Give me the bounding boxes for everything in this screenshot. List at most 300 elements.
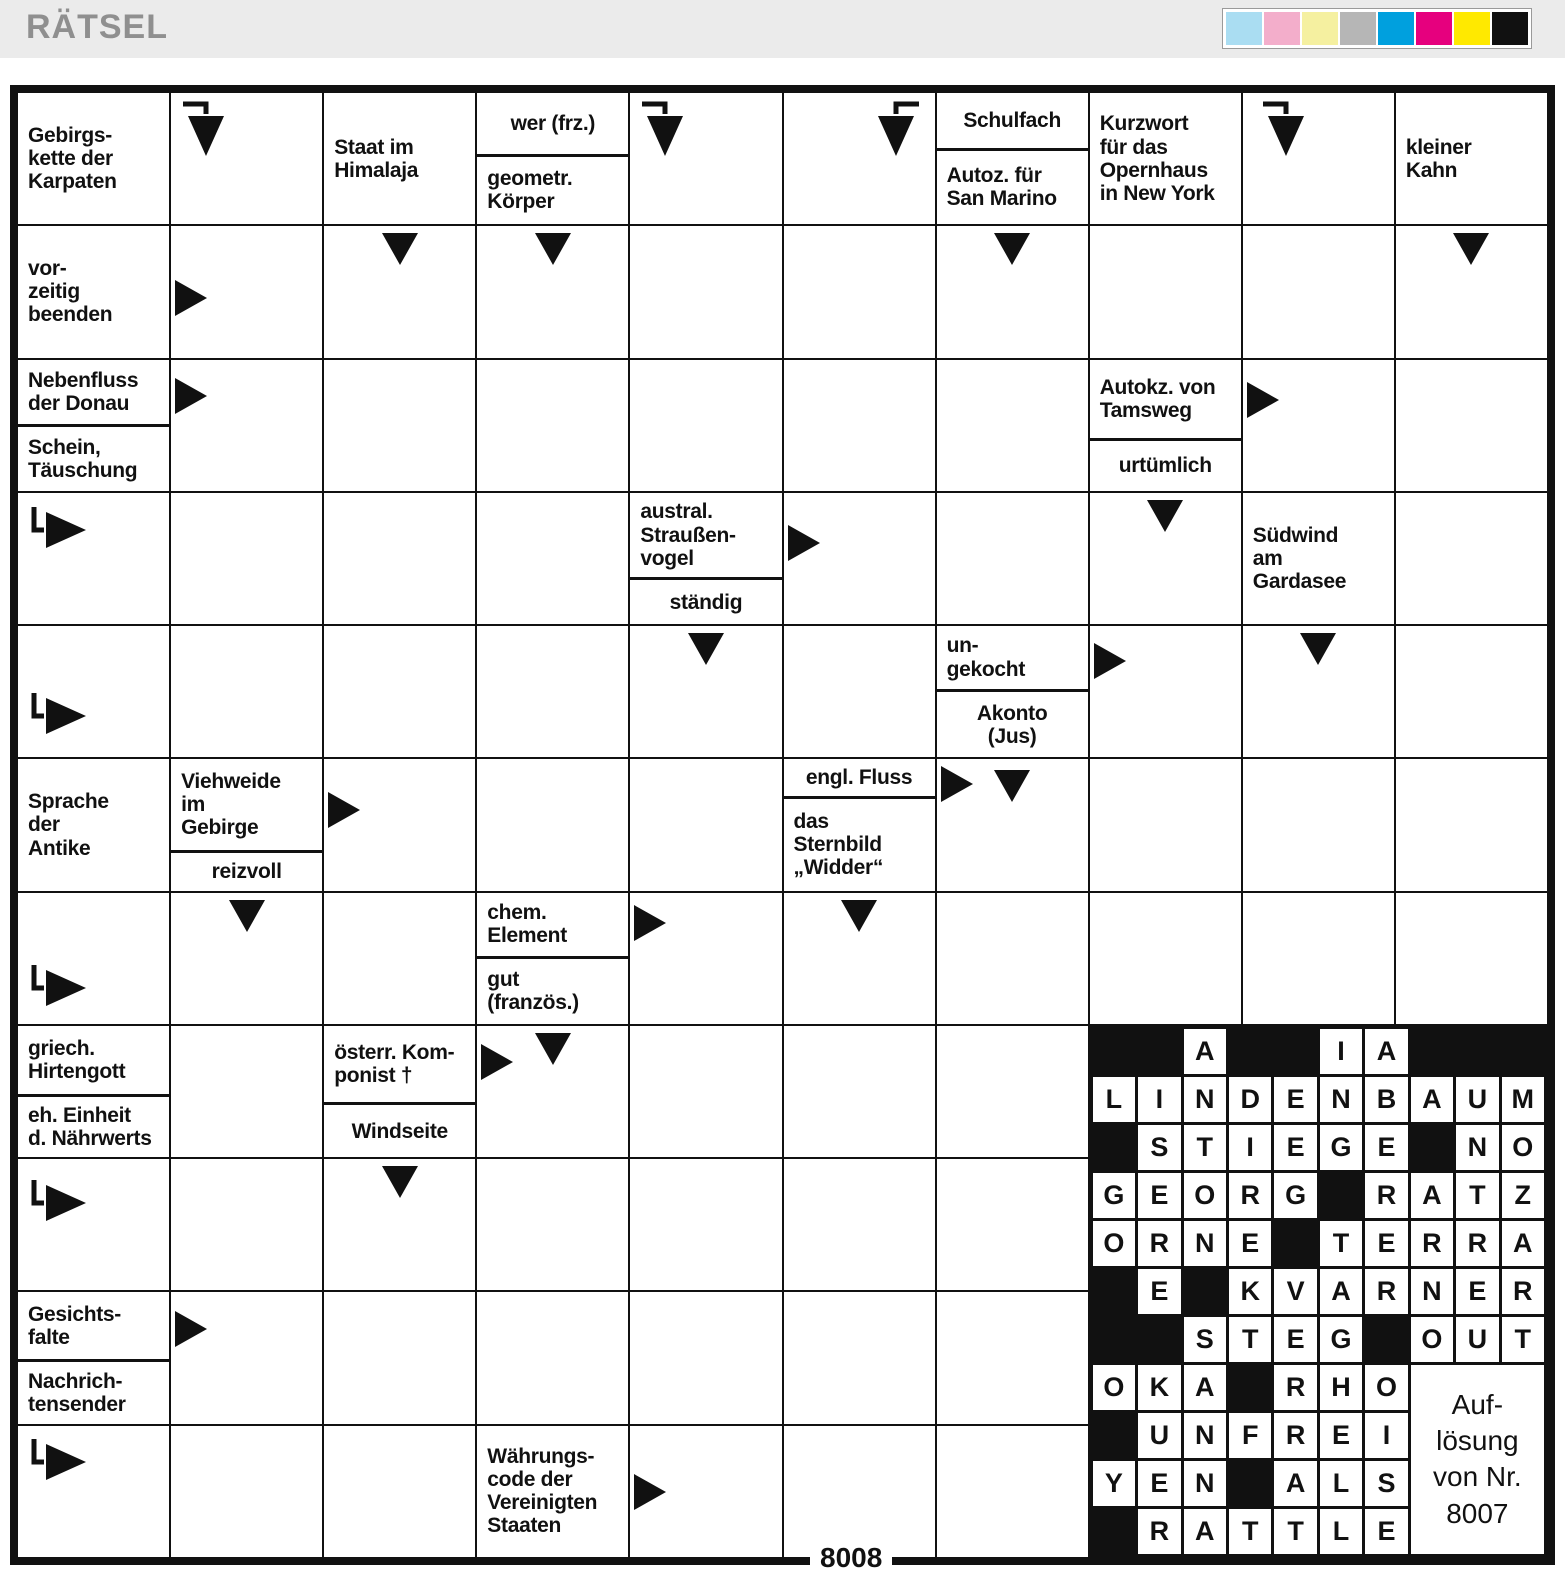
solution-black-cell — [1502, 1029, 1544, 1074]
clue-text-line: wer (frz.) — [510, 111, 596, 135]
clue-text-line: griech. — [28, 1036, 95, 1060]
solution-letter-cell: R — [1456, 1221, 1498, 1266]
solution-letter-cell: G — [1320, 1317, 1362, 1362]
clue-text-line: Südwind — [1252, 523, 1339, 547]
answer-cell[interactable] — [1396, 893, 1547, 1024]
clue-text-line: am — [1252, 546, 1283, 570]
solution-letter-cell: G — [1274, 1173, 1316, 1218]
clue-cell — [937, 93, 1088, 224]
solution-letter-cell: U — [1138, 1413, 1180, 1458]
answer-cell[interactable] — [784, 893, 935, 1024]
solution-note — [1411, 1365, 1544, 1554]
answer-cell[interactable] — [171, 93, 322, 224]
solution-letter-cell: A — [1184, 1365, 1226, 1410]
answer-cell[interactable] — [784, 1026, 935, 1157]
clue-text-line: österr. Kom- — [334, 1040, 455, 1064]
clue-text-line: Nebenfluss — [28, 368, 139, 392]
arrow-corner-down-icon — [179, 98, 227, 160]
answer-cell[interactable] — [1090, 226, 1241, 357]
answer-cell[interactable] — [324, 493, 475, 624]
solution-letter-cell: I — [1365, 1413, 1407, 1458]
solution-letter-cell: N — [1456, 1125, 1498, 1170]
solution-letter-cell: N — [1411, 1269, 1453, 1314]
answer-cell[interactable] — [1396, 626, 1547, 757]
solution-letter-cell: F — [1229, 1413, 1271, 1458]
color-swatch — [1264, 12, 1300, 45]
answer-cell[interactable] — [937, 759, 1088, 890]
solution-letter-cell: O — [1365, 1365, 1407, 1410]
answer-cell[interactable] — [784, 226, 935, 357]
solution-black-cell — [1093, 1413, 1135, 1458]
solution-letter-cell: R — [1411, 1221, 1453, 1266]
arrow-right-icon — [1093, 642, 1127, 680]
arrow-down-icon — [534, 232, 572, 266]
clue-text-line: das — [793, 810, 829, 834]
solution-letter-cell: E — [1365, 1509, 1407, 1554]
arrow-corner-down-icon — [1259, 98, 1307, 160]
clue-text-line: d. Nährwerts — [28, 1126, 152, 1150]
solution-letter-cell: R — [1502, 1269, 1544, 1314]
clue-text-line: Autokz. von — [1099, 375, 1216, 399]
clue-text-line: Element — [487, 924, 567, 948]
answer-cell[interactable] — [324, 626, 475, 757]
answer-cell[interactable] — [324, 759, 475, 890]
color-swatch — [1378, 12, 1414, 45]
arrow-down-icon — [993, 232, 1031, 266]
solution-black-cell — [1093, 1125, 1135, 1170]
arrow-right-icon — [633, 904, 667, 942]
clue-text-line: Kurzwort — [1099, 112, 1189, 136]
answer-cell[interactable] — [937, 1426, 1088, 1557]
solution-black-cell — [1456, 1029, 1498, 1074]
solution-letter-cell: A — [1184, 1029, 1226, 1074]
clue-text-line: urtümlich — [1118, 454, 1212, 478]
solution-letter-cell: E — [1138, 1173, 1180, 1218]
clue-text-line: vogel — [640, 546, 694, 570]
solution-letter-cell: N — [1184, 1221, 1226, 1266]
color-swatch — [1302, 12, 1338, 45]
arrow-corner-right-icon — [28, 961, 90, 1009]
clue-text-line: ständig — [669, 590, 743, 614]
clue-cell — [18, 759, 169, 890]
solution-letter-cell: O — [1411, 1317, 1453, 1362]
clue-text-line: kette der — [28, 147, 113, 171]
answer-cell[interactable] — [171, 226, 322, 357]
answer-cell[interactable] — [477, 1026, 628, 1157]
clue-cell — [477, 1426, 628, 1557]
answer-cell[interactable] — [324, 1426, 475, 1557]
clue-cell — [1396, 93, 1547, 224]
solution-black-cell — [1365, 1317, 1407, 1362]
clue-text-line: Straußen- — [640, 523, 736, 547]
answer-cell[interactable] — [937, 1292, 1088, 1423]
answer-cell[interactable] — [630, 893, 781, 1024]
solution-letter-cell: H — [1320, 1365, 1362, 1410]
solution-letter-cell: T — [1456, 1173, 1498, 1218]
arrow-down-icon — [687, 632, 725, 666]
solution-letter-cell: G — [1320, 1125, 1362, 1170]
solution-letter-cell: L — [1320, 1509, 1362, 1554]
answer-cell[interactable] — [1396, 226, 1547, 357]
answer-cell[interactable] — [1243, 626, 1394, 757]
answer-cell[interactable] — [477, 360, 628, 491]
solution-black-cell — [1274, 1221, 1316, 1266]
solution-letter-cell: S — [1184, 1317, 1226, 1362]
clue-text-line: „Widder“ — [793, 856, 884, 880]
solution-grid — [1090, 1026, 1547, 1557]
solution-letter-cell: A — [1320, 1269, 1362, 1314]
solution-letter-cell: E — [1229, 1221, 1271, 1266]
solution-letter-cell: D — [1229, 1077, 1271, 1122]
answer-cell[interactable] — [784, 93, 935, 224]
solution-letter-cell: E — [1138, 1269, 1180, 1314]
answer-cell[interactable] — [784, 626, 935, 757]
clue-text-line: un- — [946, 634, 979, 658]
solution-letter-cell: Z — [1502, 1173, 1544, 1218]
solution-letter-cell: L — [1093, 1077, 1135, 1122]
solution-letter-cell: A — [1274, 1461, 1316, 1506]
solution-letter-cell: R — [1138, 1221, 1180, 1266]
color-swatch — [1226, 12, 1262, 45]
answer-cell[interactable] — [937, 1026, 1088, 1157]
clue-text-line: Viehweide — [181, 770, 281, 794]
clue-text-line: Schein, — [28, 435, 101, 459]
answer-cell[interactable] — [630, 360, 781, 491]
solution-letter-cell: N — [1184, 1461, 1226, 1506]
solution-letter-cell: K — [1229, 1269, 1271, 1314]
answer-cell[interactable] — [937, 893, 1088, 1024]
clue-cell — [937, 626, 1088, 757]
arrow-down-icon — [228, 899, 266, 933]
clue-text-line: falte — [28, 1325, 70, 1349]
clue-cell — [18, 360, 169, 491]
clue-cell — [1090, 360, 1241, 491]
solution-note-line: 8007 — [1446, 1497, 1509, 1529]
answer-cell[interactable] — [18, 893, 169, 1024]
solution-black-cell — [1184, 1269, 1226, 1314]
answer-cell[interactable] — [171, 493, 322, 624]
answer-cell[interactable] — [1243, 93, 1394, 224]
arrow-down-icon — [534, 1032, 572, 1066]
answer-cell[interactable] — [630, 1026, 781, 1157]
solution-letter-cell: T — [1274, 1509, 1316, 1554]
color-calibration-strip — [1222, 8, 1532, 49]
answer-cell[interactable] — [630, 1426, 781, 1557]
clue-text-line: Karpaten — [28, 170, 117, 194]
clue-text-line: San Marino — [946, 187, 1057, 211]
solution-note-line: Auf- — [1451, 1388, 1504, 1420]
arrow-right-icon — [174, 377, 208, 415]
answer-cell[interactable] — [1243, 759, 1394, 890]
solution-letter-cell: S — [1138, 1125, 1180, 1170]
clue-text-line: Staaten — [487, 1514, 562, 1538]
answer-cell[interactable] — [937, 493, 1088, 624]
clue-cell — [1090, 93, 1241, 224]
solution-letter-cell: A — [1411, 1173, 1453, 1218]
solution-letter-cell: A — [1365, 1029, 1407, 1074]
page-header — [0, 0, 1565, 58]
answer-cell[interactable] — [477, 759, 628, 890]
clue-cell — [324, 1026, 475, 1157]
answer-cell[interactable] — [324, 893, 475, 1024]
answer-cell[interactable] — [630, 1292, 781, 1423]
solution-letter-cell: T — [1502, 1317, 1544, 1362]
solution-letter-cell: B — [1365, 1077, 1407, 1122]
clue-cell — [1243, 493, 1394, 624]
clue-text-line: Vereinigten — [487, 1491, 598, 1515]
clue-text-line: Körper — [487, 190, 555, 214]
clue-text-line: Antike — [28, 836, 91, 860]
arrow-corner-down-icon — [638, 98, 686, 160]
answer-cell[interactable] — [630, 759, 781, 890]
answer-cell[interactable] — [630, 93, 781, 224]
answer-cell[interactable] — [171, 1026, 322, 1157]
answer-cell[interactable] — [1090, 626, 1241, 757]
answer-cell[interactable] — [477, 626, 628, 757]
clue-text-line: Staat im — [334, 135, 414, 159]
solution-letter-cell: O — [1502, 1125, 1544, 1170]
answer-cell[interactable] — [1243, 893, 1394, 1024]
solution-letter-cell: O — [1093, 1221, 1135, 1266]
clue-text-line: ponist † — [334, 1063, 413, 1087]
clue-text-line: chem. — [487, 901, 547, 924]
arrow-right-icon — [174, 279, 208, 317]
arrow-right-icon — [327, 791, 361, 829]
solution-black-cell — [1411, 1029, 1453, 1074]
clue-text-line: vor- — [28, 257, 67, 281]
solution-letter-cell: N — [1184, 1077, 1226, 1122]
answer-cell[interactable] — [1090, 893, 1241, 1024]
clue-cell — [784, 759, 935, 890]
clue-text-line: Autoz. für — [946, 164, 1042, 188]
solution-letter-cell: L — [1320, 1461, 1362, 1506]
clue-text-line: Akonto — [976, 701, 1048, 725]
clue-text-line: Gebirge — [181, 816, 259, 840]
clue-text-line: gut — [487, 968, 520, 992]
answer-cell[interactable] — [171, 1159, 322, 1290]
answer-cell[interactable] — [1396, 360, 1547, 491]
clue-cell — [630, 493, 781, 624]
answer-cell[interactable] — [324, 226, 475, 357]
solution-letter-cell: E — [1274, 1077, 1316, 1122]
arrow-right-icon — [940, 765, 974, 803]
arrow-down-icon — [381, 232, 419, 266]
answer-cell[interactable] — [18, 1426, 169, 1557]
solution-note-line: von Nr. — [1433, 1461, 1522, 1493]
clue-text-line: Himalaja — [334, 158, 419, 182]
answer-cell[interactable] — [1090, 493, 1241, 624]
clue-text-line: für das — [1099, 135, 1168, 159]
solution-letter-cell: E — [1456, 1269, 1498, 1314]
arrow-down-icon — [381, 1165, 419, 1199]
arrow-down-icon — [840, 899, 878, 933]
answer-cell[interactable] — [171, 1426, 322, 1557]
arrow-right-icon — [787, 524, 821, 562]
solution-black-cell — [1138, 1317, 1180, 1362]
clue-text-line: Gardasee — [1252, 569, 1347, 593]
clue-text-line: zeitig — [28, 280, 80, 304]
arrow-corner-right-icon — [28, 503, 90, 551]
answer-cell[interactable] — [18, 493, 169, 624]
answer-cell[interactable] — [171, 1292, 322, 1423]
solution-letter-cell: R — [1274, 1413, 1316, 1458]
arrow-right-icon — [1246, 381, 1280, 419]
solution-letter-cell: N — [1320, 1077, 1362, 1122]
answer-cell[interactable] — [18, 626, 169, 757]
answer-cell[interactable] — [630, 226, 781, 357]
arrow-down-icon — [1299, 632, 1337, 666]
solution-letter-cell: S — [1365, 1461, 1407, 1506]
solution-letter-cell: I — [1320, 1029, 1362, 1074]
answer-cell[interactable] — [630, 626, 781, 757]
clue-text-line: Nachrich- — [28, 1369, 123, 1393]
answer-cell[interactable] — [477, 493, 628, 624]
arrow-down-icon — [1452, 232, 1490, 266]
solution-letter-cell: U — [1456, 1317, 1498, 1362]
clue-text-line: Sternbild — [793, 833, 882, 857]
answer-cell[interactable] — [1243, 226, 1394, 357]
clue-text-line: geometr. — [487, 167, 573, 191]
solution-letter-cell: R — [1274, 1365, 1316, 1410]
solution-letter-cell: T — [1229, 1509, 1271, 1554]
clue-text-line: Tamsweg — [1099, 398, 1192, 422]
solution-black-cell — [1274, 1029, 1316, 1074]
clue-text-line: Windseite — [351, 1119, 448, 1143]
answer-cell[interactable] — [477, 226, 628, 357]
solution-letter-cell: V — [1274, 1269, 1316, 1314]
answer-cell[interactable] — [784, 360, 935, 491]
clue-cell — [18, 1026, 169, 1157]
color-swatch — [1340, 12, 1376, 45]
crossword-grid-inner — [18, 93, 1547, 1557]
clue-text-line: Kahn — [1405, 158, 1458, 182]
clue-cell — [18, 1292, 169, 1423]
clue-text-line: engl. Fluss — [805, 766, 913, 790]
clue-text-line: der — [28, 813, 60, 837]
answer-cell[interactable] — [324, 1292, 475, 1423]
solution-black-cell — [1093, 1317, 1135, 1362]
clue-cell — [477, 93, 628, 224]
clue-text-line: (französ.) — [487, 991, 579, 1015]
answer-cell[interactable] — [784, 493, 935, 624]
solution-letter-cell: A — [1502, 1221, 1544, 1266]
solution-black-cell — [1093, 1509, 1135, 1554]
arrow-corner-right-icon — [28, 1176, 90, 1224]
clue-text-line: Gesichts- — [28, 1302, 121, 1326]
color-swatch — [1416, 12, 1452, 45]
color-swatch — [1492, 12, 1528, 45]
answer-cell[interactable] — [1090, 759, 1241, 890]
clue-text-line: Schulfach — [963, 108, 1061, 132]
answer-cell[interactable] — [784, 1426, 935, 1557]
answer-cell[interactable] — [18, 1159, 169, 1290]
clue-cell — [18, 226, 169, 357]
clue-text-line: im — [181, 793, 206, 817]
answer-cell[interactable] — [477, 1292, 628, 1423]
color-swatch — [1454, 12, 1490, 45]
solution-letter-cell: A — [1184, 1509, 1226, 1554]
answer-cell[interactable] — [937, 360, 1088, 491]
answer-cell[interactable] — [937, 1159, 1088, 1290]
solution-black-cell — [1093, 1269, 1135, 1314]
answer-cell[interactable] — [784, 1292, 935, 1423]
arrow-corner-right-icon — [28, 689, 90, 737]
solution-note-line: lösung — [1436, 1425, 1519, 1457]
crossword-grid — [10, 85, 1555, 1573]
clue-text-line: Sprache — [28, 790, 109, 814]
arrow-corner-right-icon — [28, 1435, 90, 1483]
answer-cell[interactable] — [937, 226, 1088, 357]
solution-letter-cell: R — [1365, 1173, 1407, 1218]
clue-text-line: austral. — [640, 500, 713, 524]
solution-letter-cell: N — [1184, 1413, 1226, 1458]
clue-text-line: Währungs- — [487, 1445, 595, 1469]
solution-letter-cell: R — [1229, 1173, 1271, 1218]
solution-letter-cell: Y — [1093, 1461, 1135, 1506]
answer-cell[interactable] — [477, 1159, 628, 1290]
solution-letter-cell: A — [1411, 1077, 1453, 1122]
solution-letter-cell: E — [1274, 1317, 1316, 1362]
arrow-right-icon — [174, 1310, 208, 1348]
solution-letter-cell: K — [1138, 1365, 1180, 1410]
solution-letter-cell: U — [1456, 1077, 1498, 1122]
clue-text-line: gekocht — [946, 657, 1026, 681]
solution-black-cell — [1093, 1029, 1135, 1074]
clue-text-line: (Jus) — [987, 724, 1037, 748]
answer-cell[interactable] — [784, 1159, 935, 1290]
solution-black-cell — [1229, 1029, 1271, 1074]
solution-black-cell — [1411, 1125, 1453, 1170]
clue-text-line: Täuschung — [28, 458, 138, 482]
clue-text-line: eh. Einheit — [28, 1103, 131, 1127]
clue-cell — [171, 759, 322, 890]
solution-letter-cell: O — [1184, 1173, 1226, 1218]
solution-letter-cell: T — [1229, 1317, 1271, 1362]
answer-cell[interactable] — [324, 360, 475, 491]
solution-black-cell — [1229, 1461, 1271, 1506]
arrow-right-icon — [633, 1473, 667, 1511]
answer-cell[interactable] — [1396, 493, 1547, 624]
clue-text-line: Hirtengott — [28, 1059, 126, 1083]
answer-cell[interactable] — [171, 626, 322, 757]
solution-letter-cell: M — [1502, 1077, 1544, 1122]
arrow-down-icon — [1146, 499, 1184, 533]
clue-text-line: reizvoll — [211, 860, 282, 884]
solution-letter-cell: T — [1320, 1221, 1362, 1266]
answer-cell[interactable] — [1396, 759, 1547, 890]
solution-letter-cell: E — [1320, 1413, 1362, 1458]
clue-text-line: Gebirgs- — [28, 123, 112, 147]
answer-cell[interactable] — [630, 1159, 781, 1290]
solution-letter-cell: R — [1138, 1509, 1180, 1554]
answer-cell[interactable] — [1243, 360, 1394, 491]
answer-cell[interactable] — [324, 1159, 475, 1290]
solution-letter-cell: E — [1365, 1125, 1407, 1170]
answer-cell[interactable] — [171, 360, 322, 491]
clue-text-line: der Donau — [28, 391, 130, 415]
solution-letter-cell: R — [1365, 1269, 1407, 1314]
puzzle-number: 8008 — [810, 1542, 892, 1574]
answer-cell[interactable] — [171, 893, 322, 1024]
solution-letter-cell: G — [1093, 1173, 1135, 1218]
solution-black-cell — [1229, 1365, 1271, 1410]
clue-text-line: code der — [487, 1468, 573, 1492]
solution-letter-cell: T — [1184, 1125, 1226, 1170]
clue-text-line: Opernhaus — [1099, 158, 1208, 182]
arrow-down-icon — [993, 769, 1031, 803]
arrow-right-icon — [480, 1043, 514, 1081]
clue-text-line: tensender — [28, 1392, 126, 1416]
